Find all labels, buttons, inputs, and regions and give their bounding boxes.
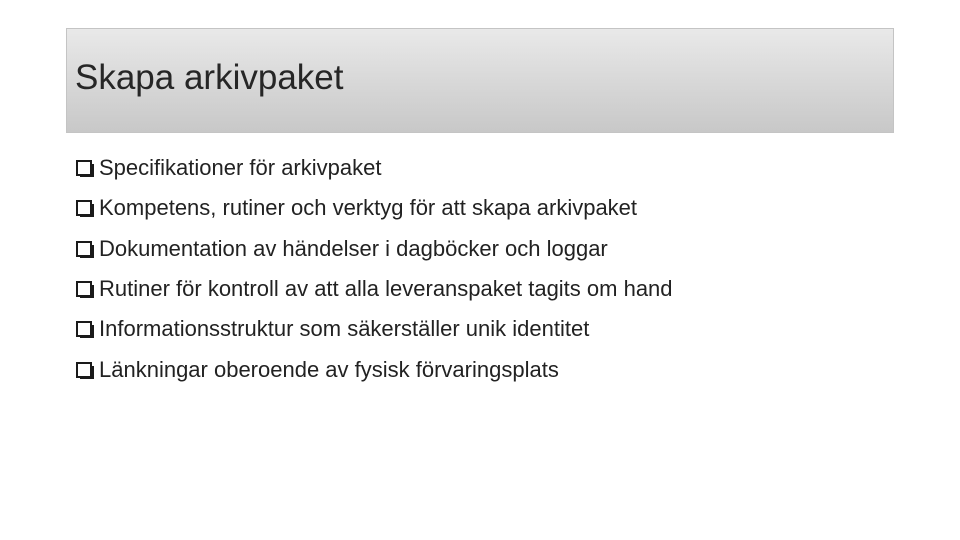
list-item: [76, 309, 916, 349]
slide-title: Skapa arkivpaket: [75, 58, 344, 97]
q-box-bullet-icon: [76, 199, 94, 217]
bullet-list: [76, 148, 916, 390]
list-item: [76, 148, 916, 188]
bullet-text: Länkningar oberoende av fysisk förvaringsplats: [99, 356, 559, 382]
bullet-text: Informationsstruktur som säkerställer unik identitet: [99, 316, 590, 342]
q-box-bullet-icon: [76, 280, 94, 298]
list-item: [76, 349, 916, 389]
bullet-text: Kompetens, rutiner och verktyg för att skapa arkivpaket: [99, 195, 638, 221]
title-band: [66, 28, 894, 133]
bullet-text: Specifikationer för arkivpaket: [99, 155, 382, 181]
bullet-text: Dokumentation av händelser i dagböcker och loggar: [99, 235, 608, 261]
list-item: [76, 188, 916, 228]
q-box-bullet-icon: [76, 361, 94, 379]
q-box-bullet-icon: [76, 240, 94, 258]
bullet-text: Rutiner för kontroll av att alla leveranspaket tagits om hand: [99, 276, 673, 302]
list-item: [76, 269, 916, 309]
q-box-bullet-icon: [76, 320, 94, 338]
q-box-bullet-icon: [76, 159, 94, 177]
list-item: [76, 229, 916, 269]
